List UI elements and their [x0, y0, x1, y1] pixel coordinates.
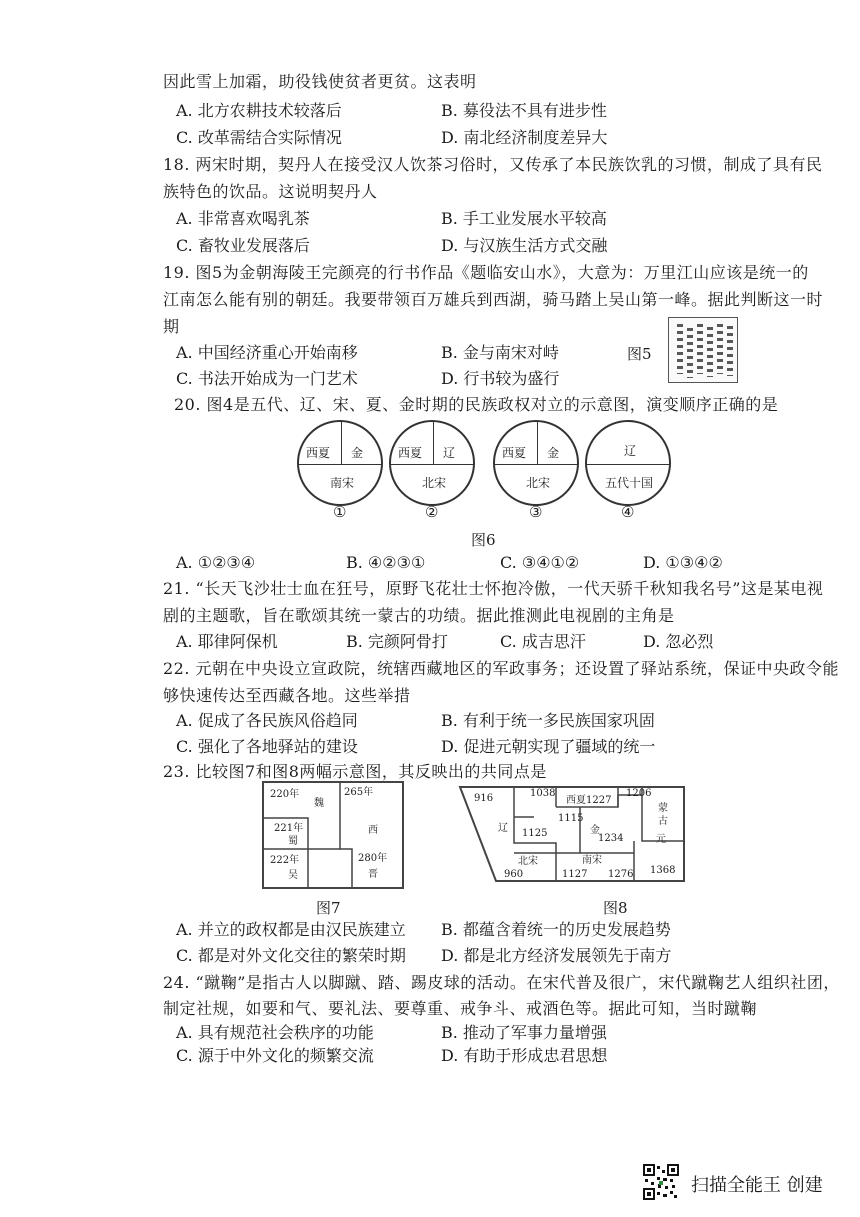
- circle-1-label-xixia: 西夏: [306, 446, 331, 460]
- q20-option-a: A. ①②③④: [176, 553, 256, 572]
- fig8-1038: 1038: [530, 788, 556, 799]
- q21-option-a: A. 耶律阿保机: [176, 632, 278, 651]
- qr-code-icon: [643, 1164, 679, 1200]
- circle-1-number: ①: [333, 503, 347, 521]
- fig8-1125: 1125: [522, 828, 548, 839]
- figure-8-map: [458, 783, 688, 885]
- question-22-cont: 够快速传达至西藏各地。这些举措: [163, 686, 411, 705]
- circle-2-number: ②: [425, 503, 439, 521]
- fig8-960: 960: [504, 869, 524, 880]
- q22-option-c: C. 强化了各地驿站的建设: [176, 737, 358, 756]
- q19-option-d: D. 行书较为盛行: [441, 369, 560, 388]
- fig8-1206: 1206: [626, 788, 652, 799]
- circle-4-number: ④: [621, 503, 635, 521]
- q21-option-d: D. 忽必烈: [643, 632, 714, 651]
- question-19: 19. 图5为金朝海陵王完颜亮的行书作品《题临安山水》，大意为：万里江山应该是统一的: [163, 263, 809, 282]
- q20-option-d: D. ①③④②: [643, 553, 723, 572]
- fig8-liao: 辽: [498, 823, 508, 834]
- circle-4-label-wudai: 五代十国: [605, 476, 654, 490]
- q17-option-c: C. 改革需结合实际情况: [176, 128, 342, 147]
- fig8-yuan: 元: [656, 834, 666, 845]
- q21-option-c: C. 成吉思汗: [500, 632, 586, 651]
- q24-option-c: C. 源于中外文化的频繁交流: [176, 1046, 374, 1065]
- figure-6-circle-4: [585, 420, 671, 506]
- question-21-cont: 剧的主题歌，旨在歌颂其统一蒙古的功绩。据此推测此电视剧的主角是: [163, 606, 675, 625]
- q23-option-b: B. 都蕴含着统一的历史发展趋势: [441, 920, 671, 939]
- fig7-jin-year: 280年: [358, 853, 388, 864]
- q18-option-d: D. 与汉族生活方式交融: [441, 236, 608, 255]
- circle-3-label-beisong: 北宋: [526, 476, 551, 490]
- circle-3-number: ③: [529, 503, 543, 521]
- scanner-watermark: [643, 1164, 833, 1202]
- q24-option-d: D. 有助于形成忠君思想: [441, 1046, 608, 1065]
- question-20: 20. 图4是五代、辽、宋、夏、金时期的民族政权对立的示意图，演变顺序正确的是: [174, 395, 779, 414]
- q17-option-a: A. 北方农耕技术较落后: [176, 101, 342, 120]
- fig8-nansong: 南宋: [582, 855, 602, 866]
- figure-6-caption: 图6: [471, 531, 496, 549]
- fig7-wei: 魏: [314, 798, 324, 809]
- question-19-cont2: 期: [163, 317, 180, 336]
- question-19-cont: 江南怎么能有别的朝廷。我要带领百万雄兵到西湖，骑马踏上吴山第一峰。据此判断这一时: [163, 290, 824, 309]
- q24-option-b: B. 推动了军事力量增强: [441, 1023, 607, 1042]
- q18-option-a: A. 非常喜欢喝乳茶: [176, 209, 310, 228]
- fig8-1276: 1276: [608, 869, 634, 880]
- q19-option-c: C. 书法开始成为一门艺术: [176, 369, 358, 388]
- q22-option-d: D. 促进元朝实现了疆域的统一: [441, 737, 656, 756]
- q17-option-b: B. 募役法不具有进步性: [441, 101, 607, 120]
- fig7-shu: 蜀: [288, 836, 298, 847]
- circle-1-label-nansong: 南宋: [330, 476, 355, 490]
- q22-option-b: B. 有利于统一多民族国家巩固: [441, 711, 655, 730]
- figure-5-calligraphy-image: [668, 317, 738, 383]
- fig7-wei-year: 220年: [270, 789, 300, 800]
- fig7-jin: 晋: [368, 869, 378, 880]
- q20-option-c: C. ③④①②: [500, 553, 580, 572]
- q18-option-c: C. 畜牧业发展落后: [176, 236, 310, 255]
- q17-option-d: D. 南北经济制度差异大: [441, 128, 608, 147]
- circle-2-label-xixia: 西夏: [398, 446, 423, 460]
- fig8-1234: 1234: [598, 833, 624, 844]
- circle-2-label-beisong: 北宋: [422, 476, 447, 490]
- q19-option-a: A. 中国经济重心开始南移: [176, 343, 358, 362]
- question-18-cont: 族特色的饮品。这说明契丹人: [163, 182, 378, 201]
- fig8-1368: 1368: [650, 865, 676, 876]
- question-24-cont: 制定社规，如要和气、要礼法、要尊重、戒争斗、戒酒色等。据此可知，当时蹴鞠: [163, 999, 758, 1018]
- watermark-text: 扫描全能王 创建: [691, 1175, 823, 1196]
- figure-6-circle-1: [297, 420, 383, 506]
- circle-4-label-liao: 辽: [624, 444, 637, 458]
- fig7-wu: 吴: [288, 870, 298, 881]
- fig7-xi: 西: [368, 825, 378, 836]
- fig8-beisong: 北宋: [518, 856, 538, 867]
- q24-option-a: A. 具有规范社会秩序的功能: [176, 1023, 374, 1042]
- figure-5-caption: 图5: [627, 345, 652, 363]
- fig8-gu: 古: [658, 816, 668, 827]
- q21-option-b: B. 完颜阿骨打: [346, 632, 448, 651]
- fig7-shu-year: 221年: [274, 823, 304, 834]
- fig8-meng: 蒙: [658, 803, 668, 814]
- figure-8-caption: 图8: [603, 899, 628, 917]
- q18-option-b: B. 手工业发展水平较高: [441, 209, 607, 228]
- question-17-tail: 因此雪上加霜，助役钱使贫者更贫。这表明: [163, 72, 477, 91]
- question-21: 21. “长天飞沙壮士血在狂号，原野飞花壮士怀抱冷傲，一代天骄千秋知我名号”这是某电视: [163, 579, 824, 598]
- fig8-1127: 1127: [562, 869, 588, 880]
- fig8-xixia: 西夏1227: [566, 795, 612, 806]
- circle-1-label-jin: 金: [351, 446, 364, 460]
- fig8-1115: 1115: [558, 813, 584, 824]
- circle-3-label-jin: 金: [547, 446, 560, 460]
- fig8-jin: 金: [590, 825, 600, 836]
- q22-option-a: A. 促成了各民族风俗趋同: [176, 711, 358, 730]
- q23-option-d: D. 都是北方经济发展领先于南方: [441, 946, 672, 965]
- q20-option-b: B. ④②③①: [346, 553, 426, 572]
- circle-2-label-liao: 辽: [443, 446, 456, 460]
- question-23: 23. 比较图7和图8两幅示意图，其反映出的共同点是: [163, 762, 547, 781]
- figure-7-map: [262, 781, 404, 889]
- figure-7-caption: 图7: [316, 899, 341, 917]
- question-22: 22. 元朝在中央设立宣政院，统辖西藏地区的军政事务；还设置了驿站系统，保证中央政令能: [163, 659, 840, 678]
- question-24: 24. “蹴鞠”是指古人以脚蹴、踏、踢皮球的活动。在宋代普及很广，宋代蹴鞠艺人组织社团，: [163, 973, 840, 992]
- q19-option-b: B. 金与南宋对峙: [441, 343, 559, 362]
- circle-3-label-xixia: 西夏: [502, 446, 527, 460]
- q23-option-a: A. 并立的政权都是由汉民族建立: [176, 920, 406, 939]
- fig7-xi-year: 265年: [344, 787, 374, 798]
- figure-6-circle-2: [389, 420, 475, 506]
- fig7-wu-year: 222年: [270, 855, 300, 866]
- q23-option-c: C. 都是对外文化交往的繁荣时期: [176, 946, 406, 965]
- question-18: 18. 两宋时期，契丹人在接受汉人饮茶习俗时，又传承了本民族饮乳的习惯，制成了具有民: [163, 155, 823, 174]
- fig8-916: 916: [474, 793, 494, 804]
- figure-6-circle-3: [493, 420, 579, 506]
